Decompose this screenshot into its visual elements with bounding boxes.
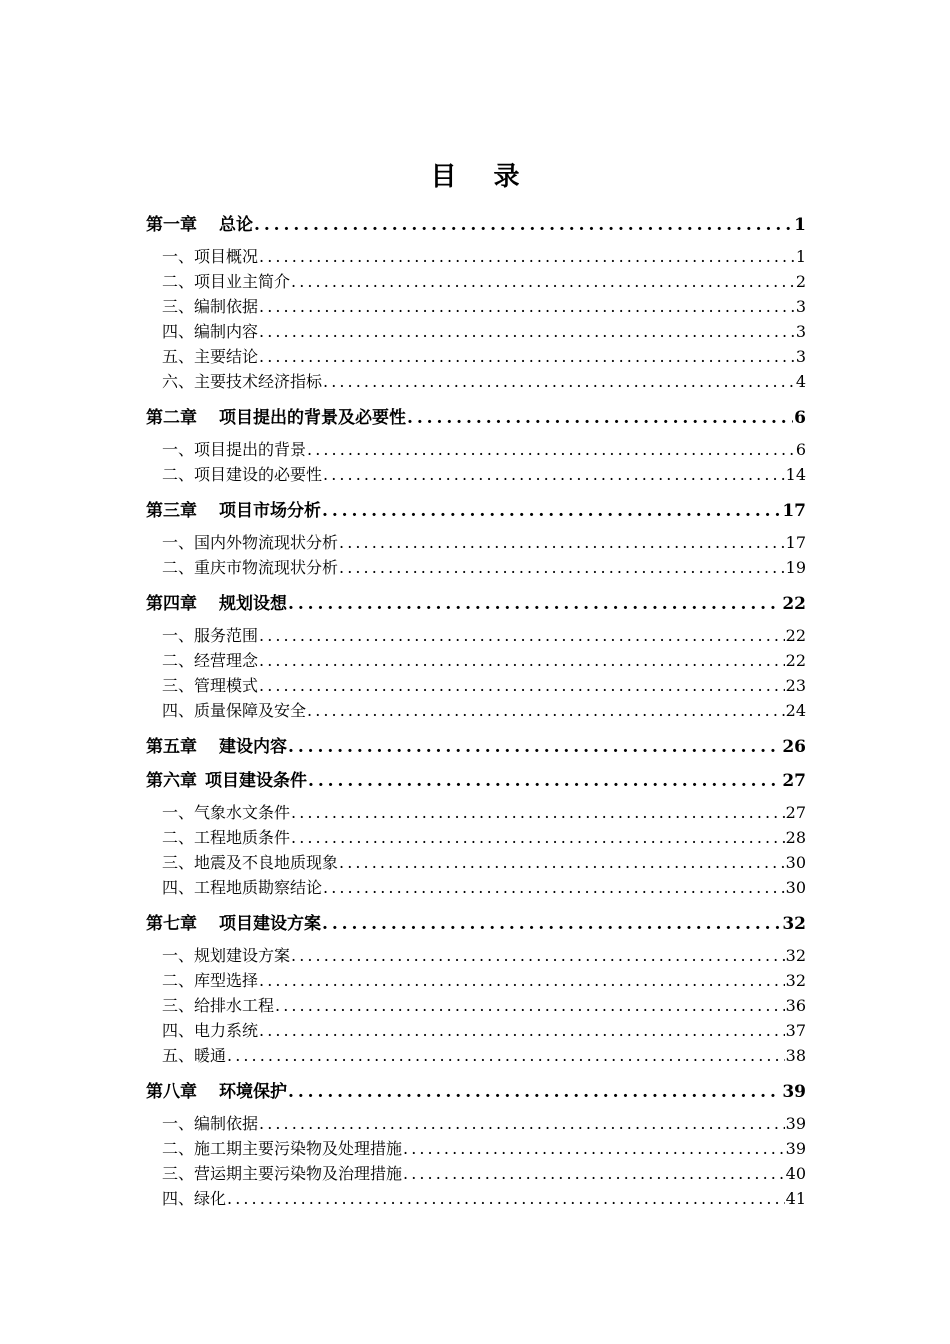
toc-dot-leader	[259, 626, 785, 645]
toc-page-number: 22	[782, 594, 806, 614]
toc-section-entry[interactable]	[162, 530, 806, 553]
toc-chapter-entry[interactable]	[146, 589, 806, 614]
toc-page-number: 37	[785, 1021, 806, 1040]
toc-entry-title: 规划设想	[219, 594, 287, 614]
toc-entry-number: 第四章	[146, 594, 197, 614]
toc-entry-number: 三、	[162, 297, 195, 316]
toc-entry-number: 四、	[162, 1021, 195, 1040]
toc-entry-number: 一、	[162, 626, 195, 645]
toc-entry-number: 二、	[162, 971, 195, 990]
toc-entry-title: 环境保护	[219, 1082, 287, 1102]
toc-page-number: 3	[795, 322, 806, 341]
toc-entry-number: 二、	[162, 465, 195, 484]
toc-entry-number: 一、	[162, 440, 195, 459]
toc-page-number: 3	[795, 297, 806, 316]
toc-dot-leader	[259, 347, 795, 366]
toc-page-number: 32	[785, 946, 806, 965]
toc-entry-title: 编制依据	[194, 1114, 259, 1133]
toc-dot-leader	[275, 996, 785, 1015]
toc-entry-number: 四、	[162, 322, 195, 341]
toc-entry-title: 建设内容	[219, 737, 287, 757]
toc-page-number: 27	[782, 771, 806, 791]
toc-section-entry[interactable]	[162, 344, 806, 367]
toc-section-entry[interactable]	[162, 1018, 806, 1041]
toc-entry-title: 经营理念	[194, 651, 259, 670]
toc-title: 目 录	[430, 162, 534, 192]
toc-page-number: 26	[782, 737, 806, 757]
toc-dot-leader	[307, 701, 785, 720]
toc-chapter-entry[interactable]	[146, 732, 806, 757]
toc-entry-title: 服务范围	[194, 626, 259, 645]
toc-dot-leader	[322, 914, 781, 934]
toc-entry-number: 一、	[162, 533, 195, 552]
toc-dot-leader	[291, 946, 785, 965]
toc-section-entry[interactable]	[162, 462, 806, 485]
toc-section-entry[interactable]	[162, 825, 806, 848]
toc-entry-title: 地震及不良地质现象	[194, 853, 339, 872]
toc-dot-leader	[339, 558, 785, 577]
toc-dot-leader	[403, 1164, 785, 1183]
toc-dot-leader	[259, 322, 795, 341]
toc-dot-leader	[288, 737, 781, 757]
toc-entry-title: 营运期主要污染物及治理措施	[194, 1164, 403, 1183]
toc-section-entry[interactable]	[162, 1161, 806, 1184]
toc-page-number: 17	[782, 501, 806, 521]
toc-section-entry[interactable]	[162, 993, 806, 1016]
toc-page-number: 24	[785, 701, 806, 720]
toc-page-number: 40	[785, 1164, 806, 1183]
toc-page-number: 36	[785, 996, 806, 1015]
toc-section-entry[interactable]	[162, 369, 806, 392]
toc-section-entry[interactable]	[162, 850, 806, 873]
toc-dot-leader	[323, 878, 785, 897]
toc-entry-number: 六、	[162, 372, 195, 391]
toc-section-entry[interactable]	[162, 800, 806, 823]
toc-page-number: 39	[785, 1139, 806, 1158]
toc-page-number: 30	[785, 853, 806, 872]
toc-section-entry[interactable]	[162, 968, 806, 991]
toc-dot-leader	[322, 501, 781, 521]
toc-entry-number: 二、	[162, 1139, 195, 1158]
toc-entry-number: 二、	[162, 558, 195, 577]
toc-entry-title: 项目提出的背景及必要性	[219, 408, 406, 428]
toc-section-entry[interactable]	[162, 1136, 806, 1159]
toc-dot-leader	[407, 408, 793, 428]
toc-entry-title: 重庆市物流现状分析	[194, 558, 339, 577]
toc-entry-title: 项目建设方案	[219, 914, 321, 934]
toc-entry-number: 第八章	[146, 1082, 197, 1102]
toc-entry-title: 规划建设方案	[194, 946, 291, 965]
toc-entry-title: 施工期主要污染物及处理措施	[194, 1139, 403, 1158]
toc-page-number: 32	[785, 971, 806, 990]
toc-entry-title: 项目业主简介	[194, 272, 291, 291]
toc-section-entry[interactable]	[162, 943, 806, 966]
toc-entry-title: 项目概况	[194, 247, 259, 266]
toc-dot-leader	[307, 440, 795, 459]
toc-entry-title: 工程地质条件	[194, 828, 291, 847]
toc-chapter-entry[interactable]	[146, 210, 806, 235]
toc-entry-title: 项目市场分析	[219, 501, 321, 521]
toc-section-entry[interactable]	[162, 437, 806, 460]
toc-dot-leader	[259, 247, 795, 266]
toc-entry-title: 项目提出的背景	[194, 440, 307, 459]
toc-page-number: 4	[795, 372, 806, 391]
toc-page-number: 2	[795, 272, 806, 291]
toc-dot-leader	[291, 272, 795, 291]
toc-page-number: 1	[795, 247, 806, 266]
toc-page-number: 27	[785, 803, 806, 822]
toc-entry-title: 总论	[219, 215, 253, 235]
toc-section-entry[interactable]	[162, 698, 806, 721]
toc-page-number: 22	[785, 651, 806, 670]
toc-entry-number: 第七章	[146, 914, 197, 934]
toc-dot-leader	[403, 1139, 785, 1158]
toc-page-number: 39	[785, 1114, 806, 1133]
toc-page-number: 3	[795, 347, 806, 366]
toc-dot-leader	[259, 297, 795, 316]
toc-entry-title: 质量保障及安全	[194, 701, 307, 720]
toc-dot-leader	[339, 853, 785, 872]
toc-section-entry[interactable]	[162, 555, 806, 578]
toc-page-number: 32	[782, 914, 806, 934]
toc-entry-number: 第五章	[146, 737, 197, 757]
toc-entry-number: 四、	[162, 1189, 195, 1208]
toc-page-number: 38	[785, 1046, 806, 1065]
toc-chapter-entry[interactable]	[146, 1077, 806, 1102]
toc-entry-number: 第二章	[146, 408, 197, 428]
toc-entry-number: 一、	[162, 247, 195, 266]
toc-dot-leader	[259, 676, 785, 695]
toc-section-entry[interactable]	[162, 648, 806, 671]
toc-section-entry[interactable]	[162, 673, 806, 696]
toc-page-number: 41	[785, 1189, 806, 1208]
toc-dot-leader	[227, 1189, 785, 1208]
toc-chapter-entry[interactable]	[146, 909, 806, 934]
toc-entry-title: 编制依据	[194, 297, 259, 316]
toc-section-entry[interactable]	[162, 875, 806, 898]
toc-entry-number: 第一章	[146, 215, 197, 235]
toc-page-number: 28	[785, 828, 806, 847]
toc-dot-leader	[288, 594, 781, 614]
toc-dot-leader	[227, 1046, 785, 1065]
toc-dot-leader	[291, 803, 785, 822]
toc-dot-leader	[339, 533, 785, 552]
toc-section-entry[interactable]	[162, 623, 806, 646]
toc-section-entry[interactable]	[162, 269, 806, 292]
toc-entry-number: 二、	[162, 272, 195, 291]
toc-dot-leader	[323, 372, 795, 391]
toc-entry-title: 气象水文条件	[194, 803, 291, 822]
toc-entry-title: 项目建设的必要性	[194, 465, 323, 484]
toc-page-number: 6	[794, 408, 806, 428]
toc-entry-title: 绿化	[194, 1189, 227, 1208]
toc-page-number: 14	[785, 465, 806, 484]
toc-section-entry[interactable]	[162, 319, 806, 342]
toc-page-number: 23	[785, 676, 806, 695]
toc-entry-title: 主要结论	[194, 347, 259, 366]
toc-entry-title: 库型选择	[194, 971, 259, 990]
toc-dot-leader	[259, 1114, 785, 1133]
toc-entry-title: 暖通	[194, 1046, 227, 1065]
toc-entry-number: 一、	[162, 803, 195, 822]
toc-page-number: 22	[785, 626, 806, 645]
toc-entry-title: 给排水工程	[194, 996, 275, 1015]
toc-entry-title: 编制内容	[194, 322, 259, 341]
toc-entry-number: 四、	[162, 701, 195, 720]
toc-section-entry[interactable]	[162, 244, 806, 267]
toc-entry-title: 工程地质勘察结论	[194, 878, 323, 897]
toc-dot-leader	[259, 971, 785, 990]
toc-entry-title: 管理模式	[194, 676, 259, 695]
toc-dot-leader	[308, 771, 781, 791]
toc-chapter-entry[interactable]	[146, 403, 806, 428]
toc-dot-leader	[288, 1082, 781, 1102]
toc-entry-number: 第三章	[146, 501, 197, 521]
toc-dot-leader	[323, 465, 785, 484]
toc-page-number: 19	[785, 558, 806, 577]
toc-dot-leader	[259, 651, 785, 670]
toc-entry-number: 四、	[162, 878, 195, 897]
toc-chapter-entry[interactable]	[146, 496, 806, 521]
toc-entry-title: 电力系统	[194, 1021, 259, 1040]
toc-entry-number: 一、	[162, 1114, 195, 1133]
toc-dot-leader	[291, 828, 785, 847]
toc-chapter-entry[interactable]	[146, 766, 806, 791]
toc-entry-number: 五、	[162, 347, 195, 366]
toc-section-entry[interactable]	[162, 294, 806, 317]
toc-dot-leader	[254, 215, 793, 235]
toc-page-number: 30	[785, 878, 806, 897]
toc-entry-title: 项目建设条件	[205, 771, 307, 791]
toc-entry-number: 二、	[162, 828, 195, 847]
toc-dot-leader	[259, 1021, 785, 1040]
toc-section-entry[interactable]	[162, 1186, 806, 1209]
toc-entry-title: 国内外物流现状分析	[194, 533, 339, 552]
toc-section-entry[interactable]	[162, 1043, 806, 1066]
toc-entry-number: 第六章	[146, 771, 197, 791]
toc-entry-title: 主要技术经济指标	[194, 372, 323, 391]
toc-page-number: 39	[782, 1082, 806, 1102]
toc-entry-number: 三、	[162, 676, 195, 695]
toc-entry-number: 五、	[162, 1046, 195, 1065]
toc-entry-number: 二、	[162, 651, 195, 670]
toc-section-entry[interactable]	[162, 1111, 806, 1134]
toc-entry-number: 三、	[162, 853, 195, 872]
toc-page-number: 6	[795, 440, 806, 459]
toc-entry-number: 三、	[162, 996, 195, 1015]
toc-page-number: 1	[794, 215, 806, 235]
toc-entry-number: 一、	[162, 946, 195, 965]
toc-entry-number: 三、	[162, 1164, 195, 1183]
toc-page-number: 17	[785, 533, 806, 552]
